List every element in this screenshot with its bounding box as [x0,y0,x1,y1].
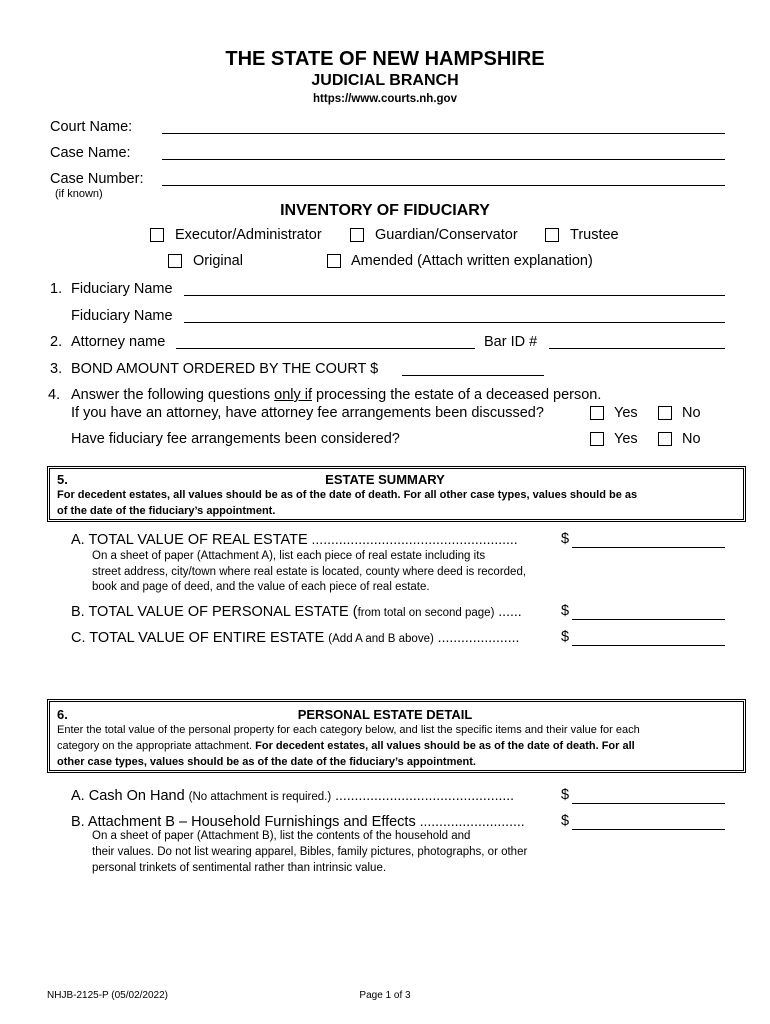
fiduciary-fee-no-label: No [682,431,701,447]
personal-estate-label [71,603,522,620]
attorney-fee-no-checkbox[interactable] [658,406,672,420]
q4-instruction-pre: Answer the following questions [71,387,275,403]
s6-note-line-3: other case types, values should be as of the date of the fiduciary’s appointment. [57,756,476,768]
real-estate-label [71,531,518,548]
bond-amount-field[interactable] [402,375,544,376]
fiduciary-fee-question: Have fiduciary fee arrangements been considered? [71,431,400,447]
cash-on-hand-dollar: $ [561,787,570,803]
attorney-name-field[interactable] [176,348,475,349]
household-field[interactable] [572,829,725,830]
attorney-fee-yes-checkbox[interactable] [590,406,604,420]
real-estate-text: A. TOTAL VALUE OF REAL ESTATE [71,532,308,548]
estate-summary-title: ESTATE SUMMARY [325,472,445,487]
fiduciary-name-label-2: Fiduciary Name [71,308,173,324]
amended-label: Amended (Attach written explanation) [351,253,593,269]
case-number-label: Case Number: [50,171,144,187]
s5-number: 5. [57,472,68,487]
attorney-fee-question: If you have an attorney, have attorney fee arrangements been discussed? [71,405,544,421]
attachment-a-desc-1: On a sheet of paper (Attachment A), list each piece of real estate including its [92,550,486,562]
form-id: NHJB-2125-P (05/02/2022) [47,990,168,1001]
fiduciary-name-field-2[interactable] [184,322,725,323]
form-title: INVENTORY OF FIDUCIARY [280,202,490,219]
case-name-field[interactable] [162,159,725,160]
s6-note-line-1: Enter the total value of the personal property for each category below, and list the specific items and their value for each [57,724,640,736]
attachment-a-desc-2: street address, city/town where real estate is located, county where deed is recorded, [92,566,527,578]
branch-title: JUDICIAL BRANCH [311,72,459,89]
s5-note-line-1: For decedent estates, all values should be as of the date of death. For all other case types, values should be as [57,489,638,501]
household-text: B. Attachment B – Household Furnishings and Effects [71,814,416,830]
attorney-fee-yes-label: Yes [614,405,638,421]
guardian-checkbox[interactable] [350,228,364,242]
entire-estate-dollar: $ [561,629,570,645]
attachment-b-desc-3: personal trinkets of sentimental rather than intrinsic value. [92,862,387,874]
fiduciary-name-field-1[interactable] [184,295,725,296]
q1-number: 1. [50,281,63,297]
attorney-fee-no-label: No [682,405,701,421]
real-estate-dollar: $ [561,531,570,547]
bar-id-label: Bar ID # [484,334,538,350]
attachment-a-desc-3: book and page of deed, and the value of each piece of real estate. [92,581,430,593]
executor-checkbox[interactable] [150,228,164,242]
trustee-checkbox[interactable] [545,228,559,242]
q4-number: 4. [48,387,61,403]
cash-on-hand-note: (No attachment is required.) [188,791,332,803]
s5-note-line-2: of the date of the fiduciary’s appointment. [57,505,276,517]
entire-estate-total-field[interactable] [572,645,725,646]
court-name-field[interactable] [162,133,725,134]
bar-id-field[interactable] [549,348,725,349]
bond-amount-label: BOND AMOUNT ORDERED BY THE COURT $ [71,361,379,377]
cash-on-hand-text: A. Cash On Hand [71,788,189,804]
personal-estate-dollar: $ [561,603,570,619]
q3-number: 3. [50,361,63,377]
guardian-label: Guardian/Conservator [375,227,518,243]
s6-number: 6. [57,707,68,722]
s6-note-line-2 [57,740,635,752]
personal-estate-dots: ...... [494,603,522,619]
q4-instruction-post: processing the estate of a deceased person. [312,387,602,403]
q4-instruction [71,387,601,403]
q4-only-if: only if [274,387,313,403]
entire-estate-label [71,629,519,646]
fiduciary-fee-no-checkbox[interactable] [658,432,672,446]
page-number: Page 1 of 3 [359,990,411,1001]
trustee-label: Trustee [570,227,619,243]
entire-estate-note: (Add A and B above) [328,633,434,645]
personal-estate-text: B. TOTAL VALUE OF PERSONAL ESTATE ( [71,604,358,620]
fiduciary-fee-yes-checkbox[interactable] [590,432,604,446]
s6-note-line-2-pre: category on the appropriate attachment. [57,740,256,752]
case-name-label: Case Name: [50,145,131,161]
state-title: THE STATE OF NEW HAMPSHIRE [225,48,545,70]
if-known-note: (if known) [55,188,103,200]
original-checkbox[interactable] [168,254,182,268]
cash-on-hand-dots: .............................................. [331,787,515,803]
cash-on-hand-label [71,787,514,804]
fiduciary-name-label-1: Fiduciary Name [71,281,173,297]
amended-checkbox[interactable] [327,254,341,268]
household-label [71,813,525,830]
attorney-name-label: Attorney name [71,334,166,350]
attachment-b-desc-2: their values. Do not list wearing apparel, Bibles, family pictures, photographs, or other [92,846,528,858]
court-name-label: Court Name: [50,119,133,135]
household-dots: ........................... [415,813,525,829]
entire-estate-dots: ..................... [433,629,520,645]
case-number-field[interactable] [162,185,725,186]
real-estate-dots: ..................................................... [307,531,518,547]
entire-estate-text: C. TOTAL VALUE OF ENTIRE ESTATE [71,630,329,646]
q2-number: 2. [50,334,63,350]
attachment-b-desc-1: On a sheet of paper (Attachment B), list the contents of the household and [92,830,471,842]
personal-estate-note: from total on second page) [357,607,495,619]
s6-note-line-2-bold: For decedent estates, all values should be as of the date of death. For all [255,740,635,752]
fiduciary-fee-yes-label: Yes [614,431,638,447]
household-dollar: $ [561,813,570,829]
original-label: Original [193,253,243,269]
cash-on-hand-field[interactable] [572,803,725,804]
real-estate-total-field[interactable] [572,547,725,548]
court-url[interactable]: https://www.courts.nh.gov [313,93,457,105]
executor-label: Executor/Administrator [175,227,322,243]
personal-estate-total-field[interactable] [572,619,725,620]
personal-estate-detail-title: PERSONAL ESTATE DETAIL [297,707,473,722]
